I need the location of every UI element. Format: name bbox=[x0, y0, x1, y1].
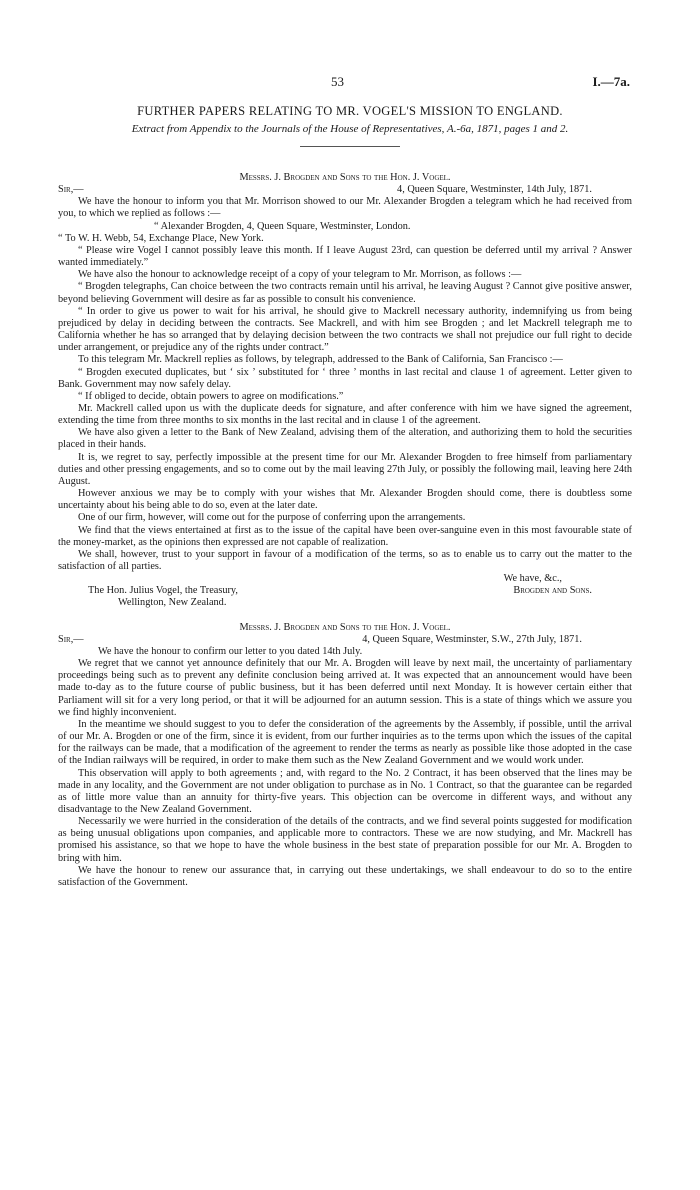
extract-line: Extract from Appendix to the Journals of the House of Representatives, A.-6a, 1871, pages 1 and 2. bbox=[131, 123, 569, 135]
letter1-paragraph: Mr. Mackrell called upon us with the duplicate deeds for signature, and after conference with him we have signed the agreement, extending the time from three months to six months in the last recital and in clause 1 of the agreement. bbox=[58, 402, 632, 427]
letter1-paragraph: “ Brogden executed duplicates, but ‘ six ’ substituted for ‘ three ’ months in last recital and clause 1 of agreement. Letter given to Bank. Government may now safely delay. bbox=[58, 366, 632, 390]
letter2-paragraph: We regret that we cannot yet announce definitely that our Mr. A. Brogden will leave by next mail, the uncertainty of parliamentary proceedings being such as to prevent any definite conclusion being arrived at. It was expected that an announcement would have been made to-day as to the future course of public business, but it has been deferred until next Monday. It is however certain either that Parliament will sit for a very long period, or that it will be adjourned for an autumn session. This is a state of things which we assure you we find highly inconvenient. bbox=[58, 658, 632, 718]
letter1-paragraph: We find that the views entertained at first as to the issue of the capital have been over-sanguine even in this most favourable state of the money-market, as the opinions then expressed are not capable of realization. bbox=[58, 524, 632, 548]
letter2-paragraph: We have the honour to renew our assurance that, in carrying out these undertakings, we shall endeavour to do so to the entire satisfaction of the Government. bbox=[58, 864, 632, 888]
letter2-address: 4, Queen Square, Westminster, S.W., 27th July, 1871. bbox=[362, 633, 582, 645]
letter2-heading: Messrs. J. Brogden and Sons to the Hon. J. Vogel. bbox=[239, 621, 451, 633]
letter2-paragraph: We have the honour to confirm our letter to you dated 14th July. bbox=[98, 645, 363, 657]
letter1-paragraph: “ Brogden telegraphs, Can choice between the two contracts remain until his arrival, he leaving August ? Cannot give positive answer, beyond believing Government will desire as far as possible to consult his convenience. bbox=[58, 281, 632, 305]
letter2-paragraph: Necessarily we were hurried in the consideration of the details of the contracts, and we find several points suggested for modification as being unusual obligations upon companies, and applicable more to contractors. These we are now studying, and Mr. Mackrell has promised his assistance, so that we hope to have the whole business in the best state of preparation possible for our Mr. A. Brogden to bring with him. bbox=[58, 816, 632, 864]
letter1-signature: Brogden and Sons. bbox=[513, 585, 592, 597]
letter1-header-row bbox=[58, 184, 632, 196]
letter2-paragraph: In the meantime we should suggest to you to defer the consideration of the agreements by the Assembly, if possible, until the arrival of our Mr. A. Brogden or one of the firm, since it is evident, from our further inquiries as to the terms upon which the issues of the capital for the railways can be made, that a modification of the agreement to render the terms as nearly as possible like those adopted in the case of the Indian railways will be required, in order to make them such as the New Zealand Government and we would work under. bbox=[58, 718, 632, 767]
letter1-closing: We have, &c., bbox=[503, 573, 562, 585]
title-rule bbox=[300, 146, 400, 147]
page-number: 53 bbox=[331, 74, 344, 89]
letter1-paragraph: “ To W. H. Webb, 54, Exchange Place, New York. bbox=[58, 232, 264, 244]
letter1-paragraph: “ Alexander Brogden, 4, Queen Square, Westminster, London. bbox=[154, 220, 411, 232]
letter1-paragraph: “ In order to give us power to wait for his arrival, he should give to Mackrell necessary authority, indemnifying us from being prejudiced by delay in deciding between the contracts. See Mackrell, and with him see Brogden ; and let Mackrell telegraph me to California whether he has so arranged that by delaying decision between the two contracts we shall not prejudice our full right to decide under arrangement, or prejudice any of the rights under contract.” bbox=[58, 305, 632, 354]
letter1-paragraph: It is, we regret to say, perfectly impossible at the present time for our Mr. Alexander Brogden to free himself from parliamentary duties and other pressing engagements, and so to come out by the mail leaving 27th July, or possibly the following mail, leaving here 24th August. bbox=[58, 451, 632, 487]
letter1-paragraph: “ If obliged to decide, obtain powers to agree on modifications.” bbox=[78, 390, 344, 402]
letter1-paragraph: We shall, however, trust to your support in favour of a modification of the terms, so as to enable us to carry out the matter to the satisfaction of all parties. bbox=[58, 548, 632, 572]
letter1-paragraph: We have also given a letter to the Bank of New Zealand, advising them of the alteration, and authorizing them to hold the securities placed in their hands. bbox=[58, 427, 632, 451]
letter1-salutation: Sir,— bbox=[58, 184, 84, 196]
letter1-address: 4, Queen Square, Westminster, 14th July, 1871. bbox=[397, 184, 592, 196]
letter1-signoff-row bbox=[58, 585, 632, 597]
letter1-paragraph: One of our firm, however, will come out for the purpose of conferring upon the arrangements. bbox=[78, 512, 466, 524]
letter1-recipient-location: Wellington, New Zealand. bbox=[118, 597, 227, 609]
letter1-paragraph: We have also the honour to acknowledge receipt of a copy of your telegram to Mr. Morrison, as follows :— bbox=[78, 269, 522, 281]
letter2-header-row bbox=[58, 634, 632, 646]
document-body bbox=[58, 172, 632, 889]
letter2-paragraph: This observation will apply to both agreements ; and, with regard to the No. 2 Contract, it has been observed that the lines may be made in any locality, and the Government are not under obligation to purchase as in No. 1 Contract, so that the guarantee can be regarded as of little more value than an annuity for thirty-five years. This objection can be overcome in different ways, and without any disadvantage to the New Zealand Government. bbox=[58, 767, 632, 815]
letter1-paragraph: “ Please wire Vogel I cannot possibly leave this month. If I leave August 23rd, can question be deferred until my arrival ? Answer wanted immediately.” bbox=[58, 244, 632, 269]
document-title: FURTHER PAPERS RELATING TO MR. VOGEL'S MISSION TO ENGLAND. bbox=[137, 104, 563, 118]
letter2-salutation: Sir,— bbox=[58, 633, 84, 645]
letter1-recipient: The Hon. Julius Vogel, the Treasury, bbox=[88, 585, 238, 597]
letter1-paragraph: However anxious we may be to comply with your wishes that Mr. Alexander Brogden should come, there is doubtless some uncertainty about his being able to do so, even at the later date. bbox=[58, 488, 632, 512]
letter1-paragraph: To this telegram Mr. Mackrell replies as follows, by telegraph, addressed to the Bank of California, San Francisco :— bbox=[78, 354, 563, 366]
document-reference: I.—7a. bbox=[592, 74, 630, 89]
letter1-paragraph: We have the honour to inform you that Mr. Morrison showed to our Mr. Alexander Brogden a telegram which he had received from you, to which we replied as follows :— bbox=[58, 196, 632, 220]
letter1-heading: Messrs. J. Brogden and Sons to the Hon. J. Vogel. bbox=[239, 172, 451, 183]
